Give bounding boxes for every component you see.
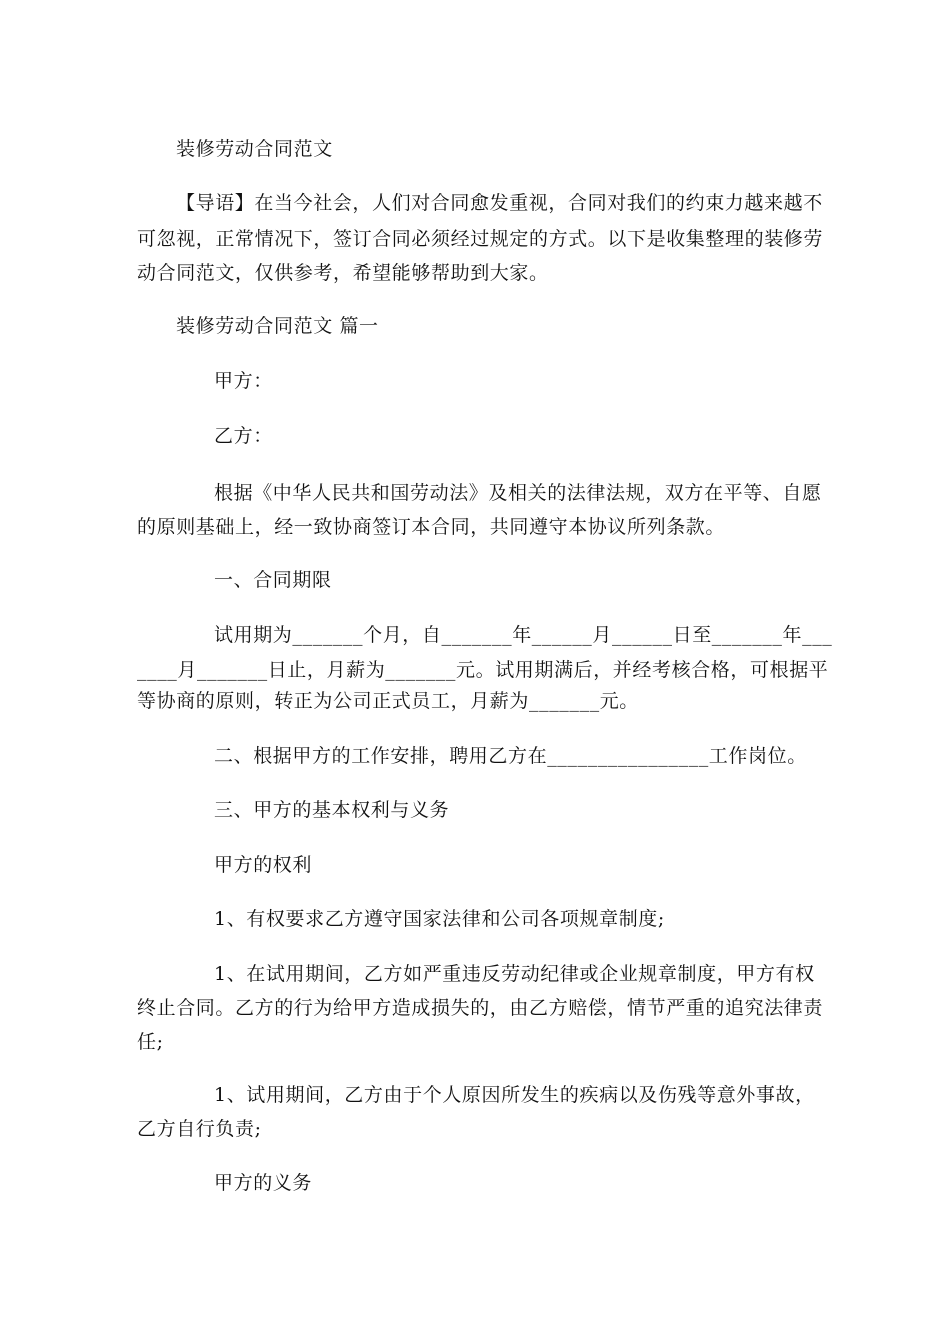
clause-1-line-2: ____月_______日止，月薪为_______元。试用期满后，并经考核合格，可根据平 <box>137 659 829 681</box>
right-3-line-1: 1、试用期间，乙方由于个人原因所发生的疾病以及伤残等意外事故， <box>214 1084 815 1106</box>
preamble-line-2: 的原则基础上，经一致协商签订本合同，共同遵守本协议所列条款。 <box>137 516 726 538</box>
right-3-line-2: 乙方自行负责; <box>137 1118 262 1140</box>
clause-1-line-3: 等协商的原则，转正为公司正式员工，月薪为_______元。 <box>137 690 639 712</box>
party-b-label: 乙方： <box>214 425 273 447</box>
party-a-label: 甲方： <box>214 370 273 392</box>
clause-1-line-1: 试用期为_______个月，自_______年______月______日至_______年___ <box>214 624 833 646</box>
preamble-line-1: 根据《中华人民共和国劳动法》及相关的法律法规，双方在平等、自愿 <box>214 482 822 504</box>
section-title: 装修劳动合同范文 篇一 <box>176 315 379 337</box>
rights-heading: 甲方的权利 <box>214 854 313 876</box>
duties-heading: 甲方的义务 <box>214 1172 313 1194</box>
clause-3-heading: 三、甲方的基本权利与义务 <box>214 799 450 821</box>
intro-line-3: 动合同范文，仅供参考，希望能够帮助到大家。 <box>137 262 549 284</box>
document-title: 装修劳动合同范文 <box>176 138 333 160</box>
intro-line-1: 【导语】在当今社会，人们对合同愈发重视，合同对我们的约束力越来越不 <box>176 192 823 214</box>
right-2-line-3: 任; <box>137 1031 164 1053</box>
right-2-line-2: 终止合同。乙方的行为给甲方造成损失的，由乙方赔偿，情节严重的追究法律责 <box>137 997 824 1019</box>
right-2-line-1: 1、在试用期间，乙方如严重违反劳动纪律或企业规章制度，甲方有权 <box>214 963 815 985</box>
clause-2: 二、根据甲方的工作安排，聘用乙方在________________工作岗位。 <box>214 745 807 767</box>
right-1: 1、有权要求乙方遵守国家法律和公司各项规章制度; <box>214 908 665 930</box>
intro-line-2: 可忽视，正常情况下，签订合同必须经过规定的方式。以下是收集整理的装修劳 <box>137 228 824 250</box>
clause-1-heading: 一、合同期限 <box>214 569 332 591</box>
